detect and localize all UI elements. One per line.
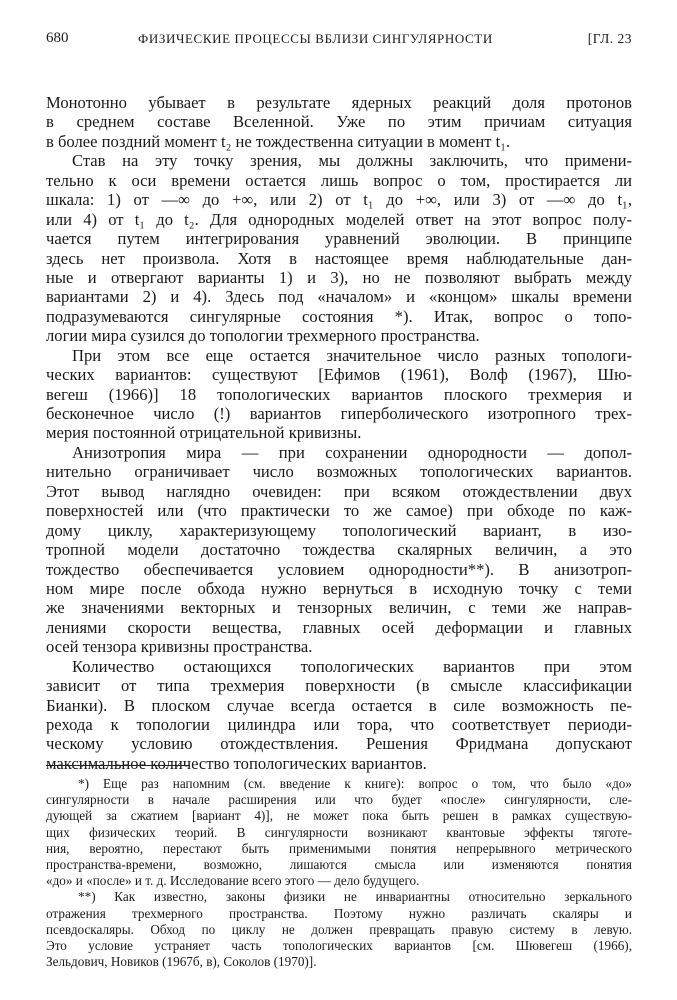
- footnote-line: Это условие устраняет часть топологических вариантов [см. Шювегеш (1966),: [46, 937, 632, 953]
- text-line: логии мира сузился до топологии трехмерного пространства.: [46, 326, 480, 346]
- text-line: ном мире после обхода нужно вернуться в исходную точку с теми: [46, 578, 632, 598]
- footnote-divider: [46, 765, 190, 766]
- footnote-line: сингулярности в начале расширения или что будет «после» сингулярности, сле-: [46, 792, 632, 808]
- text-line: рехода к топологии цилиндра или тора, что соответствует периоди-: [46, 715, 632, 734]
- footnote-line: псевдоскаляры. Обход по циклу не должен превращать правую систему в левую.: [46, 921, 632, 937]
- footnote-line: щих физических теорий. В сингулярности возникают квантовые эффекты тяготе-: [46, 824, 632, 840]
- paragraph: [46, 443, 632, 657]
- text-line: нительно ограничивает число возможных топологических вариантов.: [46, 462, 632, 482]
- text-line: в среднем составе Вселенной. Уже по этим причиам ситуация: [46, 112, 632, 132]
- text-line: чается путем интегрирования уравнений эволюции. В принципе: [46, 229, 632, 249]
- footnote-line: отражения трехмерного пространства. Поэтому нужно различать скаляры и: [46, 905, 632, 921]
- paragraph: [46, 93, 632, 151]
- text-line: бесконечное число (!) вариантов гиперболического изотропного трех-: [46, 404, 632, 423]
- footnote-line: дующей за сжатием [вариант 4)], не может пока быть решен в рамках существую-: [46, 808, 632, 824]
- footnote-line: Зельдович, Новиков (1967б, в), Соколов (1970)].: [46, 954, 317, 970]
- paragraph: [46, 151, 632, 345]
- footnote-line: «до» и «после» и т. д. Исследование всего этого — дело будущего.: [46, 873, 420, 889]
- text-line: вегеш (1966)] 18 топологических вариантов плоского трехмерия и: [46, 384, 632, 404]
- text-line: тропной модели достаточно тождества скалярных величин, а это: [46, 540, 632, 560]
- text-line: При этом все еще остается значительное число разных топологи-: [72, 345, 632, 365]
- text-line: подразумеваются сингулярные состояния *). Итак, вопрос о топо-: [46, 306, 632, 326]
- paragraph: [46, 657, 632, 774]
- footnote-line: пространства-времени, возможно, лишаются смысла или изменяются понятия: [46, 856, 632, 872]
- footnote: [46, 889, 632, 970]
- text-line: Бианки). В плоском случае всегда остается в силе возможность пе-: [46, 695, 632, 715]
- text-line: Количество остающихся топологических вариантов при этом: [72, 656, 632, 676]
- text-line: в более поздний момент t₂ не тождественна ситуации в момент t₁.: [46, 131, 511, 151]
- text-line: тождество обеспечивается условием однородности**). В анизотроп-: [46, 559, 632, 579]
- text-line: поверхностей или (что практически то же самое) при обходе по каж-: [46, 501, 632, 521]
- text-line: осей тензора кривизны пространства.: [46, 637, 313, 657]
- text-line: Анизотропия мира — при сохранении однородности — допол-: [72, 442, 632, 462]
- footnotes: [46, 776, 632, 970]
- footnote-line: *) Еще раз напомним (см. введение к книге): вопрос о том, что было «до»: [78, 776, 632, 791]
- text-line: или 4) от t₁ до t₂. Для однородных моделей ответ на этот вопрос полу-: [46, 209, 632, 229]
- footnote-line: ния, вероятно, перестают быть применимыми понятия непрерывного метрического: [46, 840, 632, 856]
- text-line: вариантами 2) и 4). Здесь под «началом» и «концом» шкалы времени: [46, 287, 632, 307]
- text-line: же значениями векторных и тензорных величин, с теми же направ-: [46, 598, 632, 618]
- text-line: лениями скорости вещества, главных осей деформации и главных: [46, 617, 632, 637]
- main-text: [46, 93, 632, 773]
- text-line: Этот вывод наглядно очевиден: при всяком отождествлении двух: [46, 481, 632, 501]
- page-header: [46, 30, 632, 52]
- text-line: максимальное количество топологических вариантов.: [46, 753, 427, 773]
- text-line: дому циклу, характеризующему топологический вариант, в изо-: [46, 520, 632, 540]
- running-title: ФИЗИЧЕСКИЕ ПРОЦЕССЫ ВБЛИЗИ СИНГУЛЯРНОСТИ: [138, 31, 493, 46]
- text-line: здесь нет произвола. Хотя в настоящее время наблюдательные дан-: [46, 248, 632, 268]
- text-line: Монотонно убывает в результате ядерных реакций доля протонов: [46, 93, 632, 112]
- footnote: [46, 776, 632, 889]
- chapter-label: [ГЛ. 23: [587, 31, 632, 46]
- page-number: 680: [46, 30, 69, 46]
- footnote-line: **) Как известно, законы физики не инвариантны относительно зеркального: [78, 889, 632, 905]
- text-line: тельно к оси времени остается лишь вопрос о том, простирается ли: [46, 170, 632, 190]
- text-line: ческих вариантов: существуют [Ефимов (1961), Волф (1967), Шю-: [46, 365, 632, 385]
- paragraph: [46, 346, 632, 443]
- text-line: шкала: 1) от —∞ до +∞, или 2) от t₁ до +∞, или 3) от —∞ до t₁,: [46, 190, 632, 210]
- text-line: зависит от типа трехмерия поверхности (в смысле классификации: [46, 676, 632, 696]
- text-line: Став на эту точку зрения, мы должны заключить, что примени-: [72, 151, 632, 171]
- text-line: мерия постоянной отрицательной кривизны.: [46, 423, 362, 443]
- text-line: ные и отвергают варианты 1) и 3), но не позволяют выбрать между: [46, 267, 632, 287]
- text-line: ческому условию отождествления. Решения Фридмана допускают: [46, 734, 632, 754]
